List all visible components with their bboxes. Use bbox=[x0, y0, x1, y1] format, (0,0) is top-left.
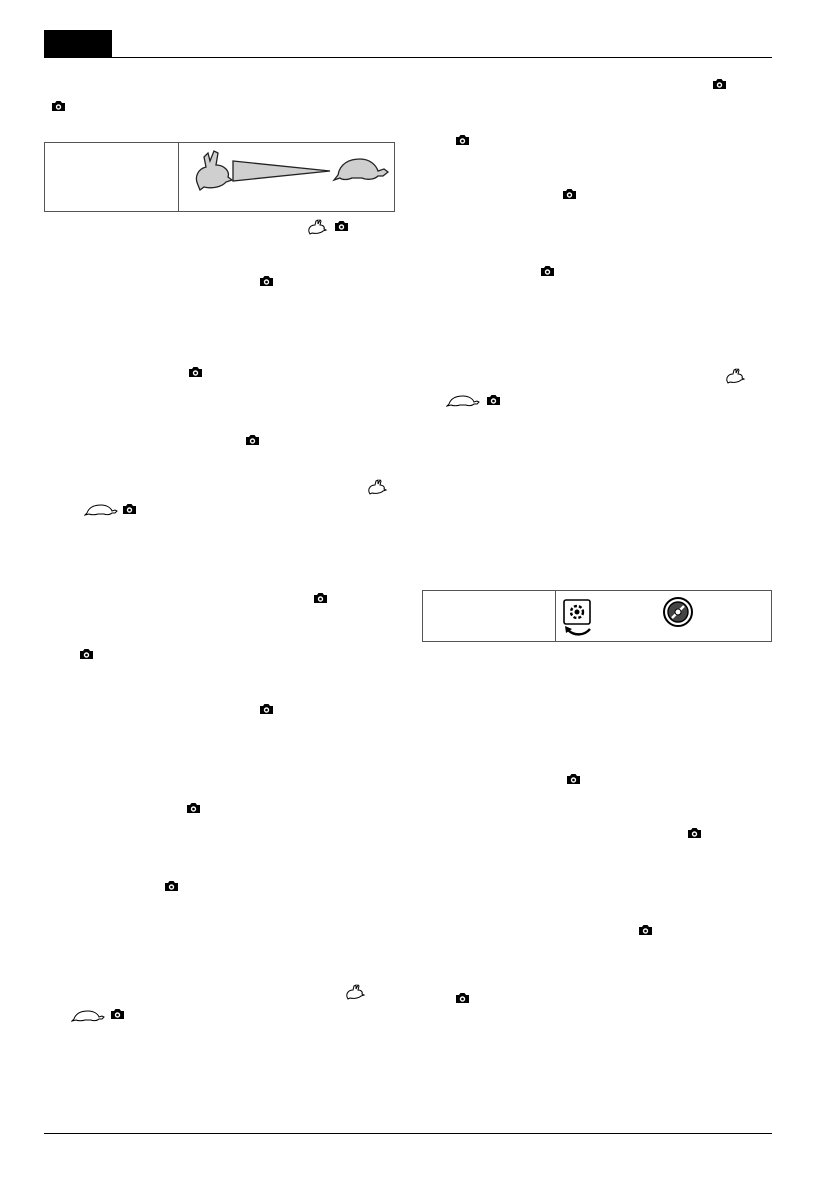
camera-icon bbox=[313, 592, 328, 604]
camera-icon bbox=[687, 827, 702, 839]
camera-icon bbox=[455, 992, 470, 1004]
camera-icon bbox=[562, 188, 577, 200]
tortoise-icon bbox=[84, 503, 118, 517]
camera-icon bbox=[712, 78, 727, 90]
camera-icon bbox=[486, 394, 501, 406]
tortoise-icon bbox=[446, 394, 480, 408]
table-divider bbox=[178, 143, 179, 211]
footer-rule bbox=[44, 1133, 772, 1134]
camera-icon bbox=[259, 275, 274, 287]
tool-dial-icon bbox=[662, 596, 694, 628]
camera-icon bbox=[51, 100, 66, 112]
table-divider bbox=[555, 591, 556, 641]
speed-table bbox=[44, 142, 395, 212]
camera-icon bbox=[186, 802, 201, 814]
camera-icon bbox=[455, 134, 470, 146]
hare-icon bbox=[306, 219, 328, 235]
hare-icon bbox=[366, 479, 388, 495]
camera-icon bbox=[638, 924, 653, 936]
settings-rotate-icon bbox=[562, 598, 594, 636]
camera-icon bbox=[540, 265, 555, 277]
hare-icon bbox=[344, 984, 366, 1000]
speed-wedge-icon bbox=[233, 161, 330, 181]
camera-icon bbox=[79, 648, 94, 660]
header-rule bbox=[44, 57, 772, 58]
speed-range-graphic bbox=[190, 147, 390, 191]
camera-icon bbox=[110, 1008, 125, 1020]
camera-icon bbox=[259, 703, 274, 715]
tortoise-icon bbox=[334, 159, 388, 180]
camera-icon bbox=[164, 880, 179, 892]
camera-icon bbox=[334, 220, 349, 232]
hare-icon bbox=[196, 151, 232, 190]
camera-icon bbox=[122, 503, 137, 515]
camera-icon bbox=[245, 434, 260, 446]
camera-icon bbox=[188, 366, 203, 378]
tortoise-icon bbox=[71, 1009, 105, 1023]
hare-icon bbox=[724, 368, 746, 384]
settings-table bbox=[422, 590, 772, 642]
camera-icon bbox=[566, 773, 581, 785]
language-tab bbox=[44, 30, 112, 58]
